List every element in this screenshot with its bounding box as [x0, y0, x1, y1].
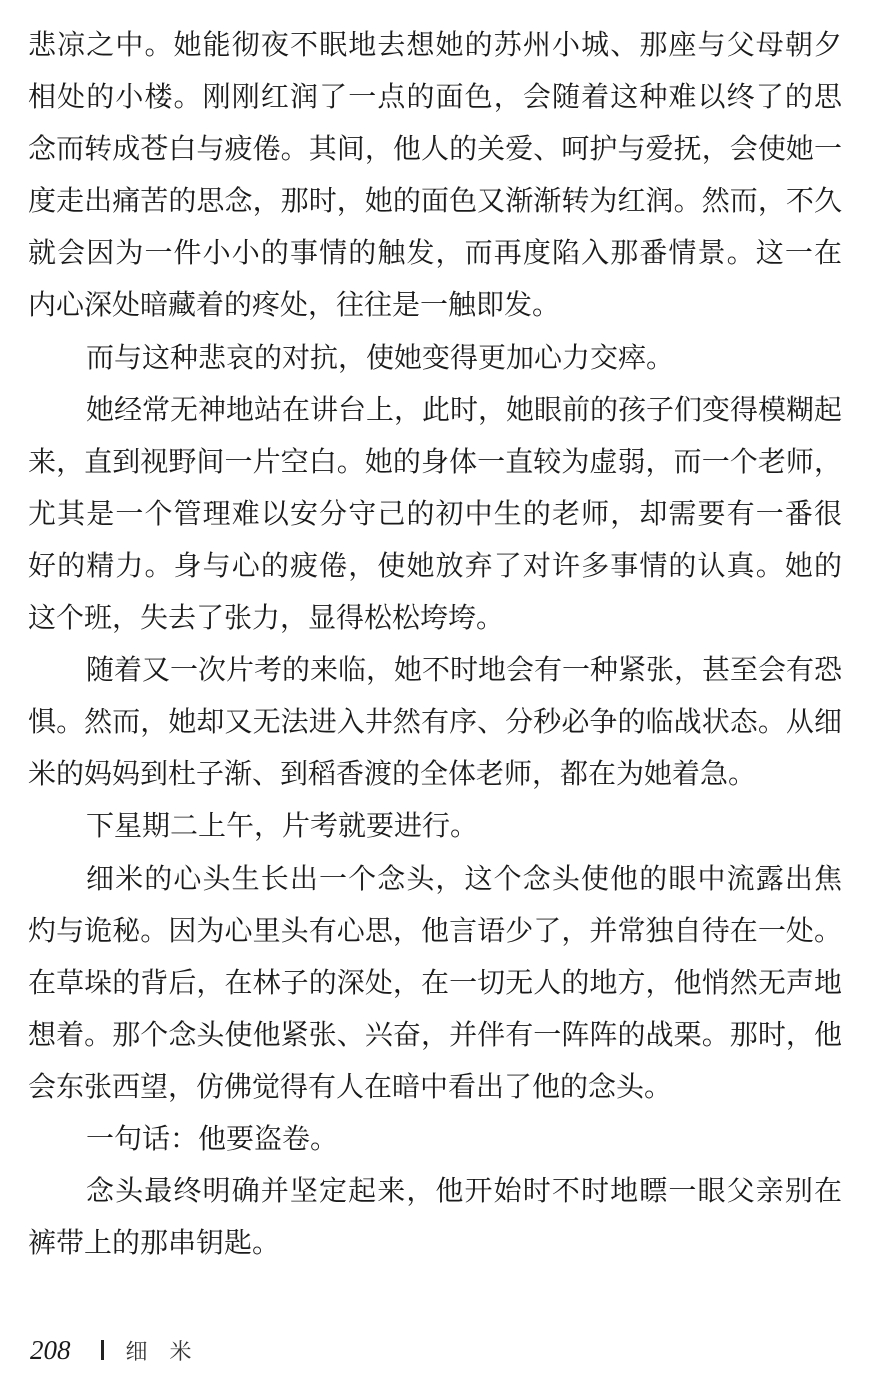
text-line: 尤其是一个管理难以安分守己的初中生的老师，却需要有一番很 [28, 496, 842, 530]
text-line: 一句话：他要盗卷。 [86, 1121, 339, 1155]
text-line: 灼与诡秘。因为心里头有心思，他言语少了，并常独自待在一处。 [28, 913, 842, 947]
paragraph [28, 19, 842, 332]
text-line: 在草垛的背后，在林子的深处，在一切无人的地方，他悄然无声地 [28, 965, 842, 999]
text-line: 这个班，失去了张力，显得松松垮垮。 [28, 601, 505, 635]
text-line: 好的精力。身与心的疲倦，使她放弃了对许多事情的认真。她的 [28, 548, 842, 582]
text-line: 惧。然而，她却又无法进入井然有序、分秒必争的临战状态。从细 [28, 705, 842, 739]
paragraph [28, 644, 842, 800]
paragraph [28, 332, 842, 384]
text-line: 来，直到视野间一片空白。她的身体一直较为虚弱，而一个老师， [28, 444, 842, 478]
text-line: 内心深处暗藏着的疼处，往往是一触即发。 [28, 288, 561, 322]
text-line: 会东张西望，仿佛觉得有人在暗中看出了他的念头。 [28, 1069, 673, 1103]
paragraph [28, 1165, 842, 1269]
book-title: 细米 [125, 1339, 214, 1365]
paragraph [28, 384, 842, 644]
text-line: 随着又一次片考的来临，她不时地会有一种紧张，甚至会有恐 [86, 653, 843, 687]
text-line: 念头最终明确并坚定起来，他开始时不时地瞟一眼父亲别在 [86, 1174, 842, 1208]
text-line: 裤带上的那串钥匙。 [28, 1226, 281, 1260]
text-line: 细米的心头生长出一个念头，这个念头使他的眼中流露出焦 [86, 861, 842, 895]
text-line: 她经常无神地站在讲台上，此时，她眼前的孩子们变得模糊起 [86, 392, 843, 426]
page-number: 208 [30, 1334, 71, 1365]
body-text [28, 19, 842, 1269]
footer-divider [101, 1340, 104, 1360]
paragraph [28, 853, 842, 1113]
text-line: 就会因为一件小小的事情的触发，而再度陷入那番情景。这一在 [28, 236, 842, 270]
paragraph [28, 800, 842, 852]
text-line: 念而转成苍白与疲倦。其间，他人的关爱、呵护与爱抚，会使她一 [28, 132, 842, 166]
text-line: 下星期二上午，片考就要进行。 [86, 809, 479, 843]
text-line: 相处的小楼。刚刚红润了一点的面色，会随着这种难以终了的思 [28, 80, 842, 114]
text-line: 悲凉之中。她能彻夜不眠地去想她的苏州小城、那座与父母朝夕 [28, 28, 842, 61]
paragraph [28, 1113, 842, 1165]
text-line: 想着。那个念头使他紧张、兴奋，并伴有一阵阵的战栗。那时，他 [28, 1017, 842, 1051]
page-footer [30, 1333, 214, 1367]
text-line: 米的妈妈到杜子渐、到稻香渡的全体老师，都在为她着急。 [28, 757, 757, 791]
text-line: 度走出痛苦的思念，那时，她的面色又渐渐转为红润。然而，不久 [28, 184, 842, 218]
text-line: 而与这种悲哀的对抗，使她变得更加心力交瘁。 [86, 340, 675, 374]
